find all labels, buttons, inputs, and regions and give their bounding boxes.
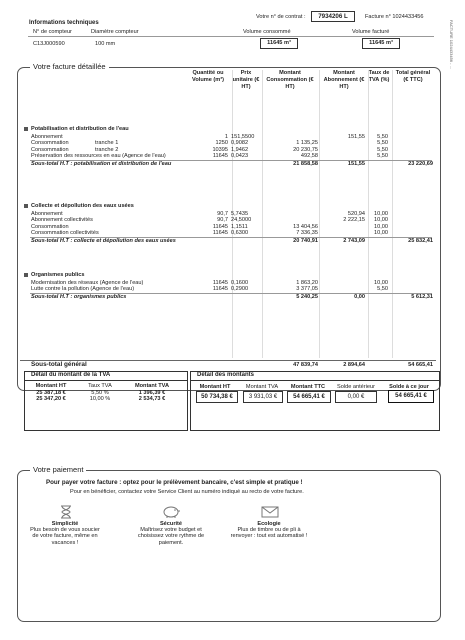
row-tva: 5,50 (377, 146, 388, 153)
row-conso: 1 863,20 (296, 280, 318, 286)
row-conso: 492,58 (300, 153, 318, 160)
row-conso: 13 404,56 (293, 223, 318, 230)
row-tva: 10,00 (374, 280, 388, 286)
subtotal-abo: 151,55 (347, 160, 365, 167)
row-qty: 1250 (215, 140, 228, 147)
tech-col-billed: Volume facturé (352, 29, 390, 35)
row-label: Lutte contre la pollution (Agence de l'eau) (31, 286, 135, 293)
subtotal-total: 5 612,31 (411, 293, 433, 300)
header-consumption: Montant Consommation (€ HT) (266, 70, 314, 90)
row-label: Abonnement collectivités (31, 217, 93, 224)
tech-volume-consumed: 11645 m³ (260, 38, 298, 49)
row-price: 0,0423 (231, 153, 249, 160)
row-qty: 11645 (212, 286, 228, 293)
row-qty: 11645 (212, 230, 228, 237)
vat-row2-rate: 10,00 % (89, 396, 111, 402)
row-price: 5,7435 (231, 211, 249, 217)
section-title: Organismes publics (31, 272, 85, 278)
subtotal-conso: 21 858,58 (293, 160, 318, 167)
row-price: 0,2900 (231, 286, 249, 293)
amounts-title: Détail des montants (197, 372, 255, 378)
vat-header-amount: Montant TVA (134, 383, 170, 389)
section-title: Potabilisation et distribution de l'eau (31, 126, 129, 132)
tech-col-diameter: Diamètre compteur (91, 29, 139, 35)
row-tva: 5,50 (377, 134, 388, 140)
row-label: Abonnement (31, 211, 63, 217)
vat-row1-rate: 5,50 % (91, 390, 109, 396)
row-price: 0,9082 (231, 140, 249, 147)
row-conso: 3 377,05 (296, 286, 318, 293)
row-qty: 10395 (212, 146, 228, 153)
amounts-divider (190, 380, 439, 381)
row-label: Consommation collectivités (31, 230, 99, 237)
tech-title: Informations techniques (29, 20, 99, 26)
row-label: Consommation (31, 146, 69, 153)
section-bullet (24, 204, 28, 208)
benefit1-text: Plus besoin de vous soucier de votre facture, même en vacances ! (30, 527, 100, 546)
contract-number: 7934206 L (311, 11, 355, 22)
row-qty: 11645 (212, 223, 228, 230)
envelope-icon (261, 505, 279, 519)
amounts-vat: 3 931,03 € (243, 391, 283, 403)
vat-header-rate: Taux TVA (88, 383, 112, 389)
row-tva: 10,00 (374, 223, 388, 230)
vat-row2-ht: 25 347,20 € (36, 396, 66, 402)
tech-volume-billed: 11645 m³ (362, 38, 400, 49)
row-price: 24,5000 (231, 217, 252, 224)
row-qty: 11645 (212, 153, 228, 160)
vat-row2-amount: 2 534,73 € (138, 396, 166, 402)
row-label: Consommation (31, 140, 69, 147)
header-vat-rate: Taux de TVA (%) (368, 70, 390, 83)
vat-header-ht: Montant HT (35, 383, 67, 389)
row-label: Modernisation des réseaux (Agence de l'eau) (31, 280, 144, 286)
row-price: 0,6300 (231, 230, 249, 237)
row-label: Préservation des ressources en eau (Agence de l'eau) (31, 153, 166, 160)
section-bullet (24, 127, 28, 131)
benefit3-title: Ecologie (257, 521, 281, 527)
row-sublabel: tranche 1 (95, 140, 119, 147)
row-qty: 11645 (212, 280, 228, 286)
tech-col-consumed: Volume consommé (243, 29, 291, 35)
vat-row1-amount: 1 396,39 € (138, 390, 166, 396)
subtotal-total: 25 832,41 (408, 237, 433, 244)
vat-title: Détail du montant de la TVA (31, 372, 111, 378)
amounts-previous: 0,00 € (335, 391, 377, 403)
row-conso: 7 336,35 (296, 230, 318, 237)
benefit3-text: Plus de timbre ou de pli à renvoyer : tout est automatisé ! (230, 527, 308, 540)
grand-consumption: 47 839,74 (293, 362, 318, 368)
payment-sub: Pour en bénéficier, contactez votre Service Client au numéro indiqué au recto de votre facture. (70, 489, 304, 495)
amounts-header-previous: Solde antérieur (337, 384, 375, 390)
subtotal-total: 23 220,69 (408, 160, 433, 167)
invoice-number: Facture n° 1024433456 (365, 14, 424, 20)
tech-meter: C13J000590 (33, 41, 65, 47)
section-bullet (24, 273, 28, 277)
piggy-bank-icon (161, 503, 181, 519)
row-price: 151,5500 (231, 134, 255, 140)
benefit2-text: Maîtrisez votre budget et choisissez votre rythme de paiement. (137, 527, 205, 546)
amounts-ttc: 54 665,41 € (287, 391, 331, 403)
section-title: Collecte et dépollution des eaux usées (31, 203, 134, 209)
row-tva: 5,50 (377, 286, 388, 293)
hourglass-icon (58, 505, 74, 519)
amounts-header-balance: Solde à ce jour (389, 384, 429, 390)
amounts-header-ttc: Montant TTC (290, 384, 326, 390)
subtotal-conso: 20 740,91 (293, 237, 318, 244)
header-quantity: Quantité ou Volume (m³) (192, 70, 224, 83)
row-qty: 90,7 (217, 211, 228, 217)
payment-headline: Pour payer votre facture : optez pour le prélèvement bancaire, c'est simple et pratique ! (46, 479, 303, 486)
row-abo: 2 222,15 (343, 217, 365, 224)
detail-title: Votre facture détaillée (30, 63, 109, 71)
grand-total: 54 665,41 (408, 362, 433, 368)
payment-title: Votre paiement (30, 466, 86, 474)
subtotal-abo: 0,00 (354, 293, 365, 300)
subtotal-label: Sous-total H.T : potabilisation et distribution de l'eau (31, 160, 172, 167)
grand-subscription: 2 894,64 (343, 362, 365, 368)
row-abo: 151,55 (347, 134, 365, 140)
benefit2-title: Sécurité (159, 521, 183, 527)
row-conso: 20 230,75 (293, 146, 318, 153)
row-tva: 10,00 (374, 230, 388, 237)
tech-diameter: 100 mm (95, 41, 116, 47)
subtotal-label: Sous-total H.T : collecte et dépollution des eaux usées (31, 237, 176, 244)
side-reference-text: FACTURE 1024433456 - ... (449, 20, 454, 69)
header-subscription: Montant Abonnement (€ HT) (323, 70, 365, 90)
benefit1-title: Simplicité (51, 521, 79, 527)
amounts-header-vat: Montant TVA (245, 384, 279, 390)
vat-divider (24, 380, 187, 381)
subtotal-abo: 2 743,09 (343, 237, 365, 244)
row-price: 0,1600 (231, 280, 249, 286)
row-tva: 5,50 (377, 153, 388, 160)
subtotal-conso: 5 240,25 (296, 293, 318, 300)
amounts-balance: 54 665,41 € (388, 390, 434, 403)
row-qty: 1 (224, 134, 228, 140)
row-tva: 10,00 (374, 211, 388, 217)
grand-label: Sous-total général (31, 361, 87, 368)
row-price: 1,9462 (231, 146, 249, 153)
row-price: 1,1511 (231, 223, 248, 230)
vat-row1-ht: 25 387,18 € (36, 390, 66, 396)
row-tva: 5,50 (377, 140, 388, 147)
header-total: Total général (€ TTC) (395, 70, 431, 83)
header-unit-price: Prix unitaire (€ HT) (232, 70, 260, 90)
subtotal-label: Sous-total H.T : organismes publics (31, 293, 127, 300)
row-conso: 1 135,25 (296, 140, 318, 147)
row-label: Abonnement (31, 134, 63, 140)
row-abo: 520,94 (347, 211, 365, 217)
amounts-ht: 50 734,38 € (196, 391, 238, 403)
row-label: Consommation (31, 223, 69, 230)
tech-col-meter: N° de compteur (33, 29, 72, 35)
amounts-header-ht: Montant HT (199, 384, 231, 390)
row-sublabel: tranche 2 (95, 146, 119, 153)
row-qty: 90,7 (217, 217, 228, 224)
contract-label: Votre n° de contrat : (256, 14, 306, 20)
row-tva: 10,00 (374, 217, 388, 224)
